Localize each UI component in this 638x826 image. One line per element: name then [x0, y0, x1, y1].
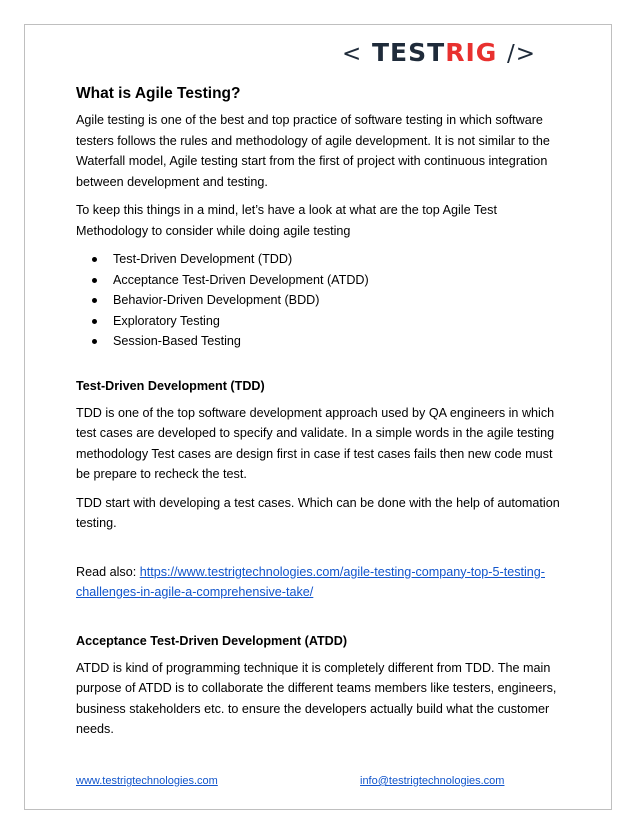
- list-item: Session-Based Testing: [113, 331, 566, 352]
- list-item: Exploratory Testing: [113, 311, 566, 332]
- logo-text-red: RIG: [445, 38, 498, 67]
- footer-website-link[interactable]: www.testrigtechnologies.com: [76, 775, 218, 787]
- testrig-logo: [342, 40, 536, 66]
- logo-close-bracket: />: [507, 41, 537, 67]
- list-item: Behavior-Driven Development (BDD): [113, 290, 566, 311]
- page-title: What is Agile Testing?: [76, 85, 241, 102]
- read-also: [76, 562, 566, 603]
- atdd-heading: Acceptance Test-Driven Development (ATDD): [76, 633, 348, 648]
- methodology-list: [76, 249, 566, 352]
- tdd-paragraph: TDD start with developing a test cases. Which can be done with the help of automation testing.: [76, 495, 560, 530]
- tdd-heading: Test-Driven Development (TDD): [76, 378, 265, 393]
- logo-open-bracket: <: [342, 41, 363, 67]
- intro-paragraph: To keep this things in a mind, let’s have a look at what are the top Agile Test Methodology to consider while doing agile testing: [76, 203, 497, 238]
- atdd-paragraph: ATDD is kind of programming technique it is completely different from TDD. The main purpose of ATDD is to collaborate the different teams members like testers, engineers, business stakeholders etc. to ensure the developers actually build what the customer needs.: [76, 660, 557, 736]
- document-body: [76, 84, 566, 748]
- footer-email-link[interactable]: info@testrigtechnologies.com: [360, 775, 505, 787]
- list-item: Acceptance Test-Driven Development (ATDD): [113, 270, 566, 291]
- intro-paragraph: Agile testing is one of the best and top practice of software testing in which software testers follows the rules and methodology of agile development. It is not similar to the Waterfall model, Agile testing start from the first of project with continuous integration between development and testing.: [76, 113, 550, 189]
- list-item: Test-Driven Development (TDD): [113, 249, 566, 270]
- read-also-link[interactable]: https://www.testrigtechnologies.com/agile-testing-company-top-5-testing-challenges-in-agile-a-comprehensive-take/: [76, 564, 545, 599]
- logo-text-dark: TEST: [372, 38, 446, 67]
- tdd-paragraph: TDD is one of the top software development approach used by QA engineers in which test cases are developed to specify and validate. In a simple words in the agile testing methodology Test cases are design first in case if test cases fails then new code must be prepare to recheck the test.: [76, 405, 555, 481]
- read-also-label: Read also:: [76, 564, 140, 579]
